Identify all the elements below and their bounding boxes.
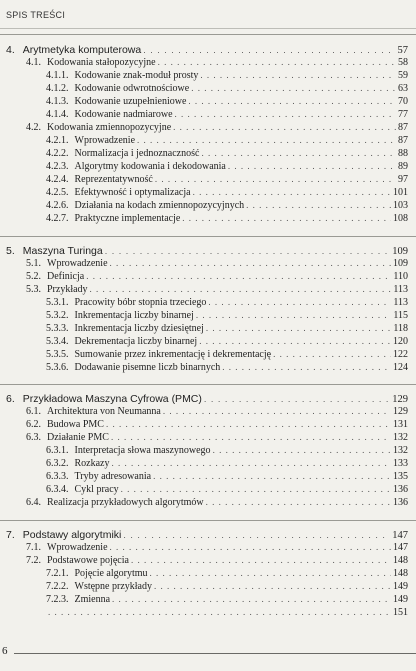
toc-leader-dots xyxy=(175,109,396,119)
toc-leader-dots xyxy=(206,497,391,507)
toc-entry-number: 4.2.7. xyxy=(46,213,69,224)
toc-entry-label xyxy=(26,284,90,295)
toc-leader-dots xyxy=(273,349,391,359)
toc-chapter-entry xyxy=(6,44,408,56)
toc-entry-number: 5. xyxy=(6,245,15,257)
toc-entry-title: Przykładowa Maszyna Cyfrowa (PMC) xyxy=(22,393,202,405)
toc-entry-label xyxy=(26,497,206,508)
toc-page-number: 88 xyxy=(398,148,408,159)
toc-page-number: 59 xyxy=(398,70,408,81)
toc-leader-dots xyxy=(111,432,391,442)
toc-entry-title: Reprezentatywność xyxy=(74,174,153,185)
toc-page-number: 148 xyxy=(393,555,408,566)
toc-entry-title: Pojęcie algorytmu xyxy=(74,568,148,579)
toc-entry-number: 7.1. xyxy=(26,542,41,553)
toc-page-number: 122 xyxy=(393,349,408,360)
toc-entry-label xyxy=(26,432,111,443)
toc-entry-number: 5.3. xyxy=(26,284,41,295)
toc-entry-label xyxy=(46,323,206,334)
toc-entry-number: 5.3.6. xyxy=(46,362,69,373)
toc-leader-dots xyxy=(153,471,391,481)
toc-entry xyxy=(46,607,408,619)
toc-leader-dots xyxy=(188,96,396,106)
toc-entry-label xyxy=(46,70,200,81)
toc-chapter-entry xyxy=(6,529,408,541)
toc-entry-number: 5.3.4. xyxy=(46,336,69,347)
toc-entry-label xyxy=(46,135,137,146)
toc-entry-number: 6.4. xyxy=(26,497,41,508)
toc-entry-title: Wprowadzenie xyxy=(47,258,108,269)
toc-page-number: 133 xyxy=(393,458,408,469)
toc-entry-title: Rozkazy xyxy=(74,458,110,469)
toc-leader-dots xyxy=(131,555,391,565)
toc-leader-dots xyxy=(155,174,396,184)
toc-entry-title: Budowa PMC xyxy=(47,419,104,430)
toc-entry-label xyxy=(46,568,150,579)
toc-entry-number: 4.2.1. xyxy=(46,135,69,146)
toc-entry-label xyxy=(46,362,222,373)
toc-entry-number: 4.2.3. xyxy=(46,161,69,172)
toc-page-number: 132 xyxy=(393,432,408,443)
running-header: SPIS TREŚCI xyxy=(6,10,66,20)
toc-leader-dots xyxy=(246,200,391,210)
toc-leader-dots xyxy=(208,297,391,307)
toc-entry-title: Inkrementacja liczby dziesiętnej xyxy=(74,323,204,334)
toc-entry xyxy=(26,271,408,283)
toc-entry xyxy=(46,594,408,606)
toc-entry-label xyxy=(46,349,273,360)
toc-entry xyxy=(46,70,408,82)
toc-entry-title: Praktyczne implementacje xyxy=(74,213,181,224)
toc-page-number: 103 xyxy=(393,200,408,211)
toc-page-number: 87 xyxy=(398,122,408,133)
toc-entry xyxy=(46,135,408,147)
toc-entry xyxy=(46,161,408,173)
toc-entry xyxy=(46,174,408,186)
toc-chapter-entry xyxy=(6,393,408,405)
toc-entry xyxy=(46,336,408,348)
toc-page-number: 120 xyxy=(393,336,408,347)
toc-entry xyxy=(46,310,408,322)
toc-entry xyxy=(46,362,408,374)
toc-entry-label xyxy=(46,148,201,159)
toc-entry-number: 4.2.5. xyxy=(46,187,69,198)
toc-page-number: 136 xyxy=(393,484,408,495)
toc-entry-number: 4.1.3. xyxy=(46,96,69,107)
toc-entry-number: 5.3.1. xyxy=(46,297,69,308)
toc-entry-number: 7.2.2. xyxy=(46,581,69,592)
header-rule xyxy=(0,28,416,29)
toc-entry xyxy=(46,445,408,457)
toc-entry-number: 5.3.2. xyxy=(46,310,69,321)
toc-page-number: 109 xyxy=(392,246,408,257)
toc-entry-label xyxy=(46,336,199,347)
toc-entry xyxy=(26,419,408,431)
toc-entry-title: Kodowanie uzupełnieniowe xyxy=(74,96,187,107)
toc-entry-label xyxy=(26,122,173,133)
toc-entry-title: Kodowanie odwrotnościowe xyxy=(74,83,190,94)
toc-entry-title: Sumowanie przez inkrementację i dekrementację xyxy=(74,349,272,360)
toc-chapter-entry xyxy=(6,245,408,257)
toc-page-number: 132 xyxy=(393,445,408,456)
toc-entry-label xyxy=(26,419,106,430)
toc-page-number: 87 xyxy=(398,135,408,146)
toc-page-number: 101 xyxy=(393,187,408,198)
toc-entry xyxy=(26,406,408,418)
toc-entry-label xyxy=(46,471,153,482)
toc-leader-dots xyxy=(110,258,391,268)
toc-entry-title: Dekrementacja liczby binarnej xyxy=(74,336,198,347)
toc-entry-title: Definicja xyxy=(47,271,85,282)
toc-page-number: 109 xyxy=(393,258,408,269)
toc-entry xyxy=(26,258,408,270)
toc-page-number: 110 xyxy=(393,271,408,282)
toc-entry-label xyxy=(46,310,196,321)
toc-entry-label xyxy=(26,57,158,68)
toc-leader-dots xyxy=(191,83,396,93)
toc-entry-number: 4.2.2. xyxy=(46,148,69,159)
toc-page-number: 118 xyxy=(393,323,408,334)
toc-entry-number: 5.1. xyxy=(26,258,41,269)
toc-leader-dots xyxy=(137,135,396,145)
toc-entry-number: 4.2.4. xyxy=(46,174,69,185)
toc-entry-label xyxy=(46,581,154,592)
toc-entry-label xyxy=(46,213,182,224)
toc-leader-dots xyxy=(200,70,396,80)
toc-entry-label xyxy=(46,109,175,120)
toc-entry-label xyxy=(6,393,204,405)
toc-entry-number: 7.2.3. xyxy=(46,594,69,605)
toc-leader-dots xyxy=(112,458,392,468)
toc-entry xyxy=(46,349,408,361)
toc-entry-title: Arytmetyka komputerowa xyxy=(22,44,142,56)
toc-leader-dots xyxy=(121,484,391,494)
toc-page-number: 97 xyxy=(398,174,408,185)
toc-entry-number: 6.3.1. xyxy=(46,445,69,456)
toc-entry-label xyxy=(46,174,155,185)
toc-page-number: 63 xyxy=(398,83,408,94)
toc-leader-dots xyxy=(110,542,391,552)
toc-page-number: 77 xyxy=(398,109,408,120)
toc-entry xyxy=(26,57,408,69)
toc-entry-title: Inkrementacja liczby binarnej xyxy=(74,310,194,321)
toc-entry-number: 4.1.1. xyxy=(46,70,69,81)
toc-entry-title: Zmienna xyxy=(74,594,111,605)
toc-entry-title: Algorytmy kodowania i dekodowania xyxy=(74,161,226,172)
chapter-rule-5 xyxy=(0,236,416,237)
toc-entry-label xyxy=(46,458,112,469)
toc-page-number: 113 xyxy=(393,284,408,295)
toc-entry-label xyxy=(46,594,112,605)
toc-page-number: 147 xyxy=(392,530,408,541)
toc-entry-number: 6.3.4. xyxy=(46,484,69,495)
toc-entry-title: Efektywność i optymalizacja xyxy=(74,187,191,198)
toc-page-number: 149 xyxy=(393,594,408,605)
toc-page-number: 58 xyxy=(398,57,408,68)
toc-entry-label xyxy=(26,542,110,553)
toc-entry-title: Pracowity bóbr stopnia trzeciego xyxy=(74,297,207,308)
toc-leader-dots xyxy=(204,394,390,404)
toc-entry xyxy=(26,542,408,554)
toc-entry xyxy=(46,458,408,470)
toc-entry-number: 6. xyxy=(6,393,15,405)
toc-leader-dots xyxy=(196,310,391,320)
toc-entry-title: Dodawanie pisemne liczb binarnych xyxy=(74,362,221,373)
toc-leader-dots xyxy=(201,148,396,158)
toc-entry-label xyxy=(26,258,110,269)
toc-leader-dots xyxy=(154,581,391,591)
toc-entry-title: Tryby adresowania xyxy=(74,471,152,482)
toc-leader-dots xyxy=(199,336,391,346)
toc-entry-number: 6.2. xyxy=(26,419,41,430)
toc-entry-title: Działania na kodach zmiennopozycyjnych xyxy=(74,200,245,211)
toc-entry-label xyxy=(26,271,86,282)
toc-page-number: 148 xyxy=(393,568,408,579)
toc-page-number: 113 xyxy=(393,297,408,308)
page-number: 6 xyxy=(2,645,8,657)
toc-leader-dots xyxy=(48,607,391,617)
toc-leader-dots xyxy=(163,406,391,416)
toc-entry-title: Interpretacja słowa maszynowego xyxy=(74,445,211,456)
toc-entry-number: 4.2. xyxy=(26,122,41,133)
toc-page-number: 89 xyxy=(398,161,408,172)
toc-entry-label xyxy=(6,44,143,56)
toc-entry-label xyxy=(6,245,105,257)
toc-page-number: 129 xyxy=(392,394,408,405)
toc-entry-title: Działanie PMC xyxy=(47,432,109,443)
toc-entry-label xyxy=(46,200,246,211)
toc-page-number: 151 xyxy=(393,607,408,618)
toc-entry-title: Architektura von Neumanna xyxy=(47,406,161,417)
toc-leader-dots xyxy=(105,246,391,256)
toc-page-number: 108 xyxy=(393,213,408,224)
toc-leader-dots xyxy=(228,161,396,171)
toc-entry xyxy=(46,297,408,309)
toc-leader-dots xyxy=(150,568,391,578)
chapter-rule-7 xyxy=(0,520,416,521)
toc-entry xyxy=(46,568,408,580)
toc-entry-number: 4.1.2. xyxy=(46,83,69,94)
toc-leader-dots xyxy=(193,187,391,197)
toc-leader-dots xyxy=(106,419,391,429)
toc-leader-dots xyxy=(222,362,391,372)
toc-entry-title: Podstawy algorytmiki xyxy=(22,529,122,541)
toc-entry xyxy=(46,187,408,199)
toc-entry-title: Cykl pracy xyxy=(74,484,119,495)
toc-entry-number: 4.1. xyxy=(26,57,41,68)
toc-entry-title: Kodowanie znak-moduł prosty xyxy=(74,70,199,81)
toc-page-number: 135 xyxy=(393,471,408,482)
toc-entry xyxy=(46,83,408,95)
toc-entry-number: 5.3.5. xyxy=(46,349,69,360)
toc-leader-dots xyxy=(173,122,396,132)
toc-entry xyxy=(46,200,408,212)
toc-entry-label xyxy=(26,555,131,566)
toc-entry-number: 5.2. xyxy=(26,271,41,282)
toc-entry-title: Kodowania zmiennopozycyjne xyxy=(47,122,172,133)
toc-leader-dots xyxy=(182,213,391,223)
toc-entry-title: Realizacja przykładowych algorytmów xyxy=(47,497,204,508)
toc-page-number: 70 xyxy=(398,96,408,107)
toc-entry-number: 4.1.4. xyxy=(46,109,69,120)
toc-entry xyxy=(46,96,408,108)
toc-leader-dots xyxy=(90,284,392,294)
toc-entry xyxy=(46,148,408,160)
toc-entry xyxy=(26,122,408,134)
footer-rule xyxy=(14,653,416,654)
toc-entry-label xyxy=(46,187,193,198)
toc-entry-title: Kodowania stałopozycyjne xyxy=(47,57,156,68)
toc-entry-number: 5.3.3. xyxy=(46,323,69,334)
toc-entry-number: 7. xyxy=(6,529,15,541)
toc-entry-title: Przykłady xyxy=(47,284,88,295)
toc-entry xyxy=(26,497,408,509)
toc-page-number: 124 xyxy=(393,362,408,373)
chapter-rule-6 xyxy=(0,384,416,385)
toc-entry xyxy=(46,471,408,483)
toc-entry-number: 4.2.6. xyxy=(46,200,69,211)
toc-page-number: 147 xyxy=(393,542,408,553)
toc-leader-dots xyxy=(206,323,391,333)
toc-entry-title: Normalizacja i jednoznaczność xyxy=(74,148,200,159)
toc-page-number: 131 xyxy=(393,419,408,430)
toc-entry-title: Wstępne przykłady xyxy=(74,581,152,592)
toc-entry-number: 7.2.1. xyxy=(46,568,69,579)
toc-entry-label xyxy=(46,297,208,308)
toc-entry-label xyxy=(46,445,213,456)
toc-entry-number: 4. xyxy=(6,44,15,56)
toc-page-number: 115 xyxy=(393,310,408,321)
toc-entry-label xyxy=(46,83,191,94)
toc-entry-label xyxy=(6,529,123,541)
toc-entry-title: Wprowadzenie xyxy=(74,135,136,146)
toc-page-number: 136 xyxy=(393,497,408,508)
toc-entry-title: Podstawowe pojęcia xyxy=(47,555,129,566)
toc-entry xyxy=(46,109,408,121)
toc-entry-label xyxy=(26,406,163,417)
toc-entry xyxy=(46,581,408,593)
toc-entry xyxy=(46,323,408,335)
toc-entry-label xyxy=(46,96,188,107)
toc-leader-dots xyxy=(123,530,390,540)
toc-entry-title: Kodowanie nadmiarowe xyxy=(74,109,173,120)
toc-entry-number: 7.2. xyxy=(26,555,41,566)
toc-entry xyxy=(46,213,408,225)
toc-page-number: 149 xyxy=(393,581,408,592)
toc-entry-number: 6.3.3. xyxy=(46,471,69,482)
toc-entry-number: 6.3. xyxy=(26,432,41,443)
chapter-rule-4 xyxy=(0,34,416,35)
toc-entry xyxy=(46,484,408,496)
toc-leader-dots xyxy=(112,594,391,604)
toc-entry-number: 6.3.2. xyxy=(46,458,69,469)
toc-page-number: 129 xyxy=(393,406,408,417)
toc-entry xyxy=(26,284,408,296)
toc-entry-title: Wprowadzenie xyxy=(47,542,108,553)
toc-leader-dots xyxy=(86,271,391,281)
toc-entry xyxy=(26,555,408,567)
toc-entry xyxy=(26,432,408,444)
toc-entry-label xyxy=(46,161,228,172)
toc-leader-dots xyxy=(158,57,396,67)
toc-leader-dots xyxy=(143,45,395,55)
toc-entry-label xyxy=(46,484,121,495)
toc-entry-number: 6.1. xyxy=(26,406,41,417)
toc-page-number: 57 xyxy=(397,45,408,56)
toc-leader-dots xyxy=(213,445,391,455)
toc-entry-title: Maszyna Turinga xyxy=(22,245,103,257)
